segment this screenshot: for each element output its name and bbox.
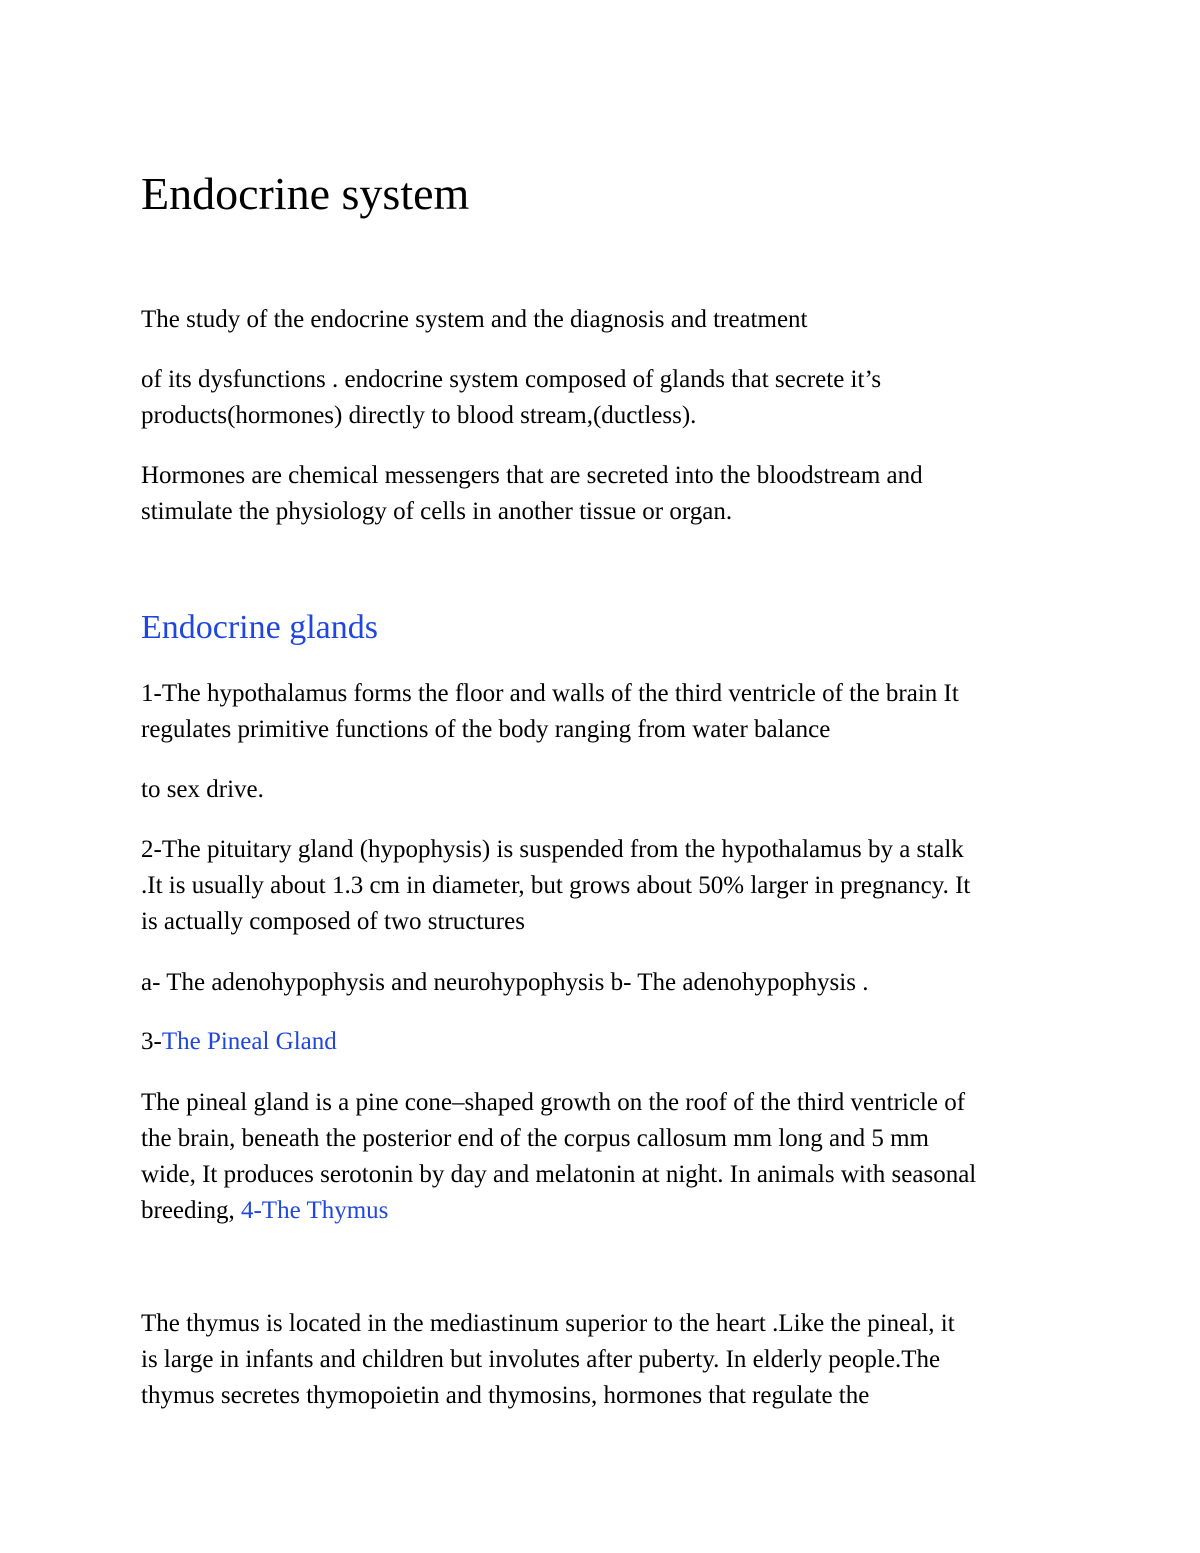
thymus-line-1: The thymus is located in the mediastinum superior to the heart .Like the pineal, it [141, 1310, 955, 1337]
intro-p1-line: The study of the endocrine system and the diagnosis and treatment [141, 306, 808, 333]
pituitary-paragraph [141, 832, 1071, 940]
pituitary-line-1: 2-The pituitary gland (hypophysis) is suspended from the hypothalamus by a stalk [141, 836, 964, 863]
thymus-paragraph [141, 1306, 1071, 1414]
pineal-heading-prefix: 3- [141, 1028, 162, 1055]
pineal-heading-wrap [141, 1024, 1071, 1060]
intro-p3-line-1: Hormones are chemical messengers that are secreted into the bloodstream and [141, 462, 923, 489]
intro-p3-line-2: stimulate the physiology of cells in another tissue or organ. [141, 498, 733, 525]
section-heading-endocrine-glands: Endocrine glands [141, 609, 378, 646]
intro-p2-line-1: of its dysfunctions . endocrine system composed of glands that secrete it’s [141, 366, 882, 393]
pineal-heading-line [141, 1024, 1071, 1060]
pineal-line-4 [141, 1193, 1071, 1229]
pineal-heading: The Pineal Gland [161, 1028, 337, 1055]
pituitary-line-2: .It is usually about 1.3 cm in diameter, but grows about 50% larger in pregnancy. It [141, 872, 971, 899]
thymus-line-2: is large in infants and children but involutes after puberty. In elderly people.The [141, 1346, 941, 1373]
pineal-paragraph [141, 1085, 1071, 1229]
intro-paragraph-3 [141, 458, 1071, 530]
hypothalamus-paragraph [141, 676, 1071, 748]
pituitary-line-3: is actually composed of two structures [141, 908, 525, 935]
pineal-line-2: the brain, beneath the posterior end of the corpus callosum mm long and 5 mm [141, 1125, 930, 1152]
intro-paragraph-1 [141, 302, 1071, 338]
hypothalamus-line-1: 1-The hypothalamus forms the floor and walls of the third ventricle of the brain It [141, 680, 959, 707]
intro-p2-line-2: products(hormones) directly to blood stream,(ductless). [141, 402, 697, 429]
thymus-heading: 4-The Thymus [240, 1197, 389, 1224]
hypothalamus-line-2: regulates primitive functions of the body ranging from water balance [141, 716, 831, 743]
thymus-line-3: thymus secretes thymopoietin and thymosins, hormones that regulate the [141, 1382, 870, 1409]
pituitary-parts [141, 965, 1071, 1001]
intro-paragraph-2 [141, 362, 1071, 434]
hypothalamus-cont-line: to sex drive. [141, 776, 264, 803]
pituitary-parts-line: a- The adenohypophysis and neurohypophysis b- The adenohypophysis . [141, 969, 869, 996]
document-title: Endocrine system [141, 168, 470, 219]
hypothalamus-continuation [141, 772, 1071, 808]
pineal-line-1: The pineal gland is a pine cone–shaped growth on the roof of the third ventricle of [141, 1089, 966, 1116]
pineal-line-3: wide, It produces serotonin by day and melatonin at night. In animals with seasonal [141, 1161, 977, 1188]
pineal-line-4-text: breeding, [141, 1197, 241, 1224]
